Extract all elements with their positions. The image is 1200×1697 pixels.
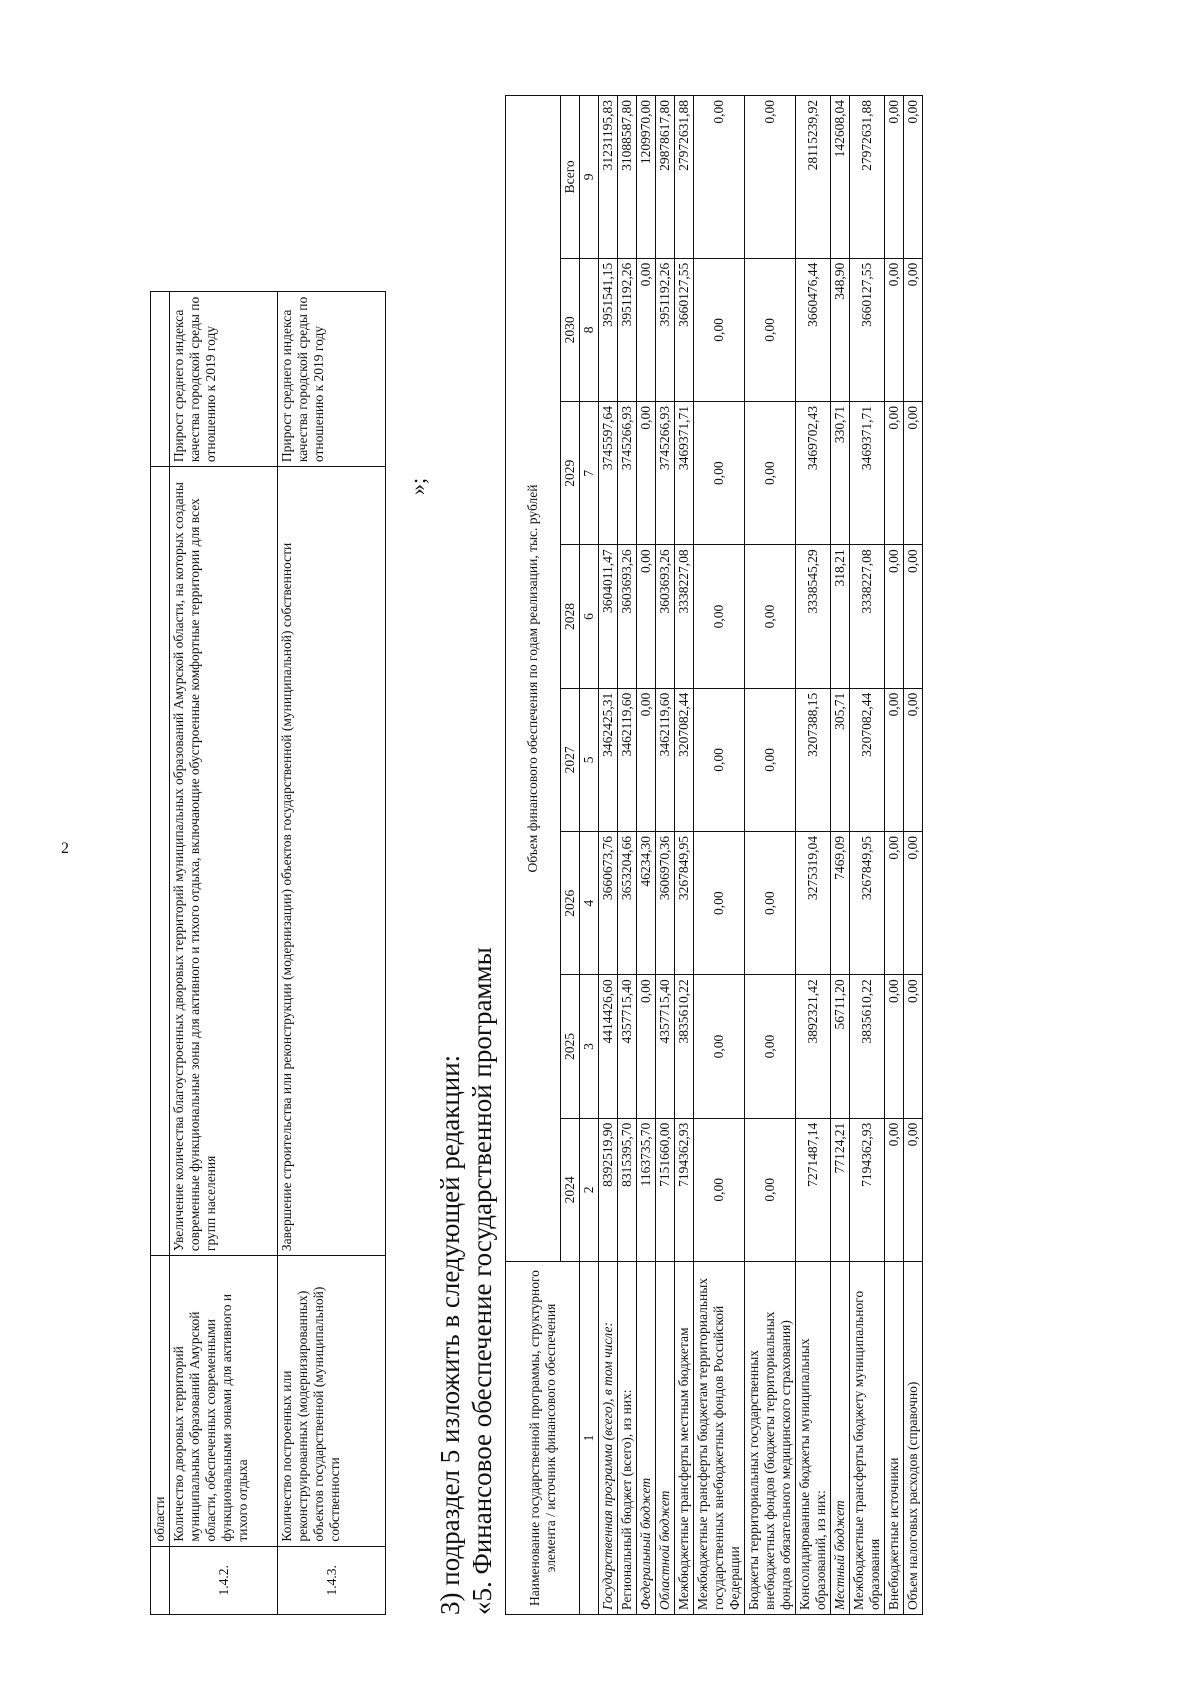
table-cell: 0,00 [637,975,656,1118]
column-number: 6 [580,545,599,688]
column-header-year: Всего [561,96,580,259]
table-cell: 3606970,36 [656,832,675,975]
table-cell: 4414426,60 [599,975,618,1118]
table-cell [151,467,170,1256]
table-cell: 0,00 [745,258,796,401]
table-cell: 0,00 [694,258,745,401]
table-cell: 27972631,88 [850,96,885,259]
column-number: 9 [580,96,599,259]
table-cell [151,292,170,467]
table-cell: 3267849,95 [675,832,694,975]
table-cell: 3660476,44 [796,258,831,401]
table-cell: 0,00 [637,545,656,688]
rotated-page-content [115,70,1095,1615]
column-header-year: 2024 [561,1118,580,1261]
row-label: Консолидированные бюджеты муниципальных образований, из них: [796,1262,831,1615]
table-cell: 7469,09 [831,832,850,975]
table-cell: 0,00 [637,258,656,401]
row-label: Межбюджетные трансферты бюджетам территориальных государственных внебюджетных фондов Российской Федерации [694,1262,745,1615]
table-cell: 3951541,15 [599,258,618,401]
table-cell: 0,00 [904,688,923,831]
table-row [745,96,796,1615]
table-cell: 3338227,08 [675,545,694,688]
table-cell: 4357715,40 [656,975,675,1118]
row-code: 1.4.2. [170,1546,278,1614]
table-cell: 8392519,90 [599,1118,618,1261]
table-cell: 7194362,93 [850,1118,885,1261]
table-row [278,70,386,1615]
table-cell: 0,00 [694,975,745,1118]
column-header-year: 2028 [561,545,580,688]
table-cell: 0,00 [745,688,796,831]
table-cell: 7194362,93 [675,1118,694,1261]
table-cell: 0,00 [885,545,904,688]
row-name: Количество дворовых территорий муниципальных образований Амурской области, обеспеченных современными функциональными зонами для активного и тихого отдыха [170,1256,278,1547]
table-cell: 3207388,15 [796,688,831,831]
table-cell: 0,00 [745,1118,796,1261]
table-cell: 3603693,26 [618,545,637,688]
table-cell: 3653204,66 [618,832,637,975]
table-cell: 0,00 [745,975,796,1118]
table-cell: 3462119,60 [656,688,675,831]
row-label: Федеральный бюджет [637,1262,656,1615]
closing-quote: »; [405,477,430,495]
table-cell: 0,00 [745,402,796,545]
table-cell: 7151660,00 [656,1118,675,1261]
row-label: Бюджеты территориальных государственных внебюджетных фондов (бюджеты территориальных фондов обязательного медицинского страхования) [745,1262,796,1615]
table-row [904,96,923,1615]
finance-table [505,95,923,1615]
column-header-year: 2030 [561,258,580,401]
table-cell: 3745597,64 [599,402,618,545]
table-cell [170,70,278,292]
table-cell: 0,00 [904,832,923,975]
table-cell: 0,00 [745,96,796,259]
table-cell: 0,00 [885,96,904,259]
column-header-year: 2027 [561,688,580,831]
table-cell: 3951192,26 [618,258,637,401]
table-cell: 4357715,40 [618,975,637,1118]
table-cell: 56711,20 [831,975,850,1118]
table-cell: 3603693,26 [656,545,675,688]
table-row [637,96,656,1615]
column-number: 3 [580,975,599,1118]
table-row [796,96,831,1615]
table-cell: 3207082,44 [675,688,694,831]
table-cell: 0,00 [694,832,745,975]
table-cell: 8315395,70 [618,1118,637,1261]
table-cell: 31231195,83 [599,96,618,259]
table-cell: 330,71 [831,402,850,545]
column-number: 7 [580,402,599,545]
table-cell [151,1546,170,1614]
row-description: Завершение строительства или реконструкции (модернизации) объектов государственной (муниципальной) собственности [278,467,386,1256]
table-cell: 0,00 [904,975,923,1118]
table-cell: 7271487,14 [796,1118,831,1261]
column-header-year: 2026 [561,832,580,975]
table-cell: 1163735,70 [637,1118,656,1261]
row-name: Количество построенных или реконструированных (модернизированных) объектов государственной (муниципальной) собственности [278,1256,386,1547]
section-title: «5. Финансовое обеспечение государственной программы [467,947,497,1615]
table-cell: 1209970,00 [637,96,656,259]
column-header-name: Наименование государственной программы, структурного элемента / источник финансового обеспечения [506,1262,580,1615]
row-description: Увеличение количества благоустроенных дворовых территорий муниципальных образований Амурской области, на которых созданы современные функциональные зоны для активного и тихого отдыха, включающие обустроенные комфортные территории для всех групп населения [170,467,278,1256]
table-row [599,96,618,1615]
table-cell: 318,21 [831,545,850,688]
indicators-table [150,70,386,1615]
table-cell: 3469702,43 [796,402,831,545]
row-indicator: Прирост среднего индекса качества городской среды по отношению к 2019 году [278,292,386,467]
column-header-year: 2025 [561,975,580,1118]
table-cell: 348,90 [831,258,850,401]
table-cell: 0,00 [904,258,923,401]
row-label: Межбюджетные трансферты местным бюджетам [675,1262,694,1615]
table-row [885,96,904,1615]
column-header-volume: Объем финансового обеспечения по годам реализации, тыс. рублей [506,96,561,1262]
table-header-row [580,96,599,1615]
row-label: Государственная программа (всего), в том числе: [599,1262,618,1615]
table-cell: 0,00 [885,975,904,1118]
table-row [656,96,675,1615]
table-cell: 0,00 [694,688,745,831]
table-cell: 3892321,42 [796,975,831,1118]
table-cell: 0,00 [885,1118,904,1261]
table-header-row [506,96,561,1615]
table-cell: 3462119,60 [618,688,637,831]
table-cell: 3660673,76 [599,832,618,975]
table-row [170,70,278,1615]
column-number: 4 [580,832,599,975]
table-cell: 29878617,80 [656,96,675,259]
table-cell: 0,00 [745,832,796,975]
table-cell: 3745266,93 [618,402,637,545]
row-label: Внебюджетные источники [885,1262,904,1615]
table-row [151,70,170,1615]
row-label: Объем налоговых расходов (справочно) [904,1262,923,1615]
table-cell: 3207082,44 [850,688,885,831]
table-cell: 3604011,47 [599,545,618,688]
row-label: Межбюджетные трансферты бюджету муниципального образования [850,1262,885,1615]
table-cell: 0,00 [904,545,923,688]
table-cell: 3462425,31 [599,688,618,831]
row-code: 1.4.3. [278,1546,386,1614]
table-cell: 0,00 [885,688,904,831]
row-label: Местный бюджет [831,1262,850,1615]
table-cell: 0,00 [885,402,904,545]
page-number: 2 [61,840,69,857]
table-row [618,96,637,1615]
table-cell [151,70,170,292]
column-number: 2 [580,1118,599,1261]
table-cell: 0,00 [885,258,904,401]
column-number: 1 [580,1262,599,1615]
table-cell: 3275319,04 [796,832,831,975]
table-cell: 0,00 [637,688,656,831]
table-cell: 0,00 [885,832,904,975]
table-cell: 0,00 [694,402,745,545]
table-row [675,96,694,1615]
table-cell: 0,00 [694,96,745,259]
table-cell: 305,71 [831,688,850,831]
instruction-text: 3) подраздел 5 изложить в следующей редакции: [435,1054,465,1615]
table-cell: 3469371,71 [675,402,694,545]
column-number: 8 [580,258,599,401]
table-cell [278,70,386,292]
table-cell: 27972631,88 [675,96,694,259]
table-cell: 142608,04 [831,96,850,259]
table-row [850,96,885,1615]
column-number: 5 [580,688,599,831]
table-cell: 77124,21 [831,1118,850,1261]
table-cell: 3951192,26 [656,258,675,401]
table-cell: 46234,30 [637,832,656,975]
table-cell: 0,00 [637,402,656,545]
table-cell: 0,00 [694,545,745,688]
table-cell: 3338227,08 [850,545,885,688]
column-header-year: 2029 [561,402,580,545]
row-indicator: Прирост среднего индекса качества городской среды по отношению к 2019 году [170,292,278,467]
table-cell: 3835610,22 [675,975,694,1118]
table-cell: 0,00 [745,545,796,688]
table-cell: 3469371,71 [850,402,885,545]
table-cell: 0,00 [694,1118,745,1261]
table-cell: области [151,1256,170,1547]
table-cell: 0,00 [904,402,923,545]
table-cell: 31088587,80 [618,96,637,259]
table-cell: 3660127,55 [850,258,885,401]
row-label: Областной бюджет [656,1262,675,1615]
table-cell: 28115239,92 [796,96,831,259]
table-row [831,96,850,1615]
table-cell: 3338545,29 [796,545,831,688]
table-cell: 3660127,55 [675,258,694,401]
table-cell: 3835610,22 [850,975,885,1118]
table-cell: 0,00 [904,1118,923,1261]
table-cell: 0,00 [904,96,923,259]
table-row [694,96,745,1615]
table-cell: 3267849,95 [850,832,885,975]
table-cell: 3745266,93 [656,402,675,545]
row-label: Региональный бюджет (всего), из них: [618,1262,637,1615]
